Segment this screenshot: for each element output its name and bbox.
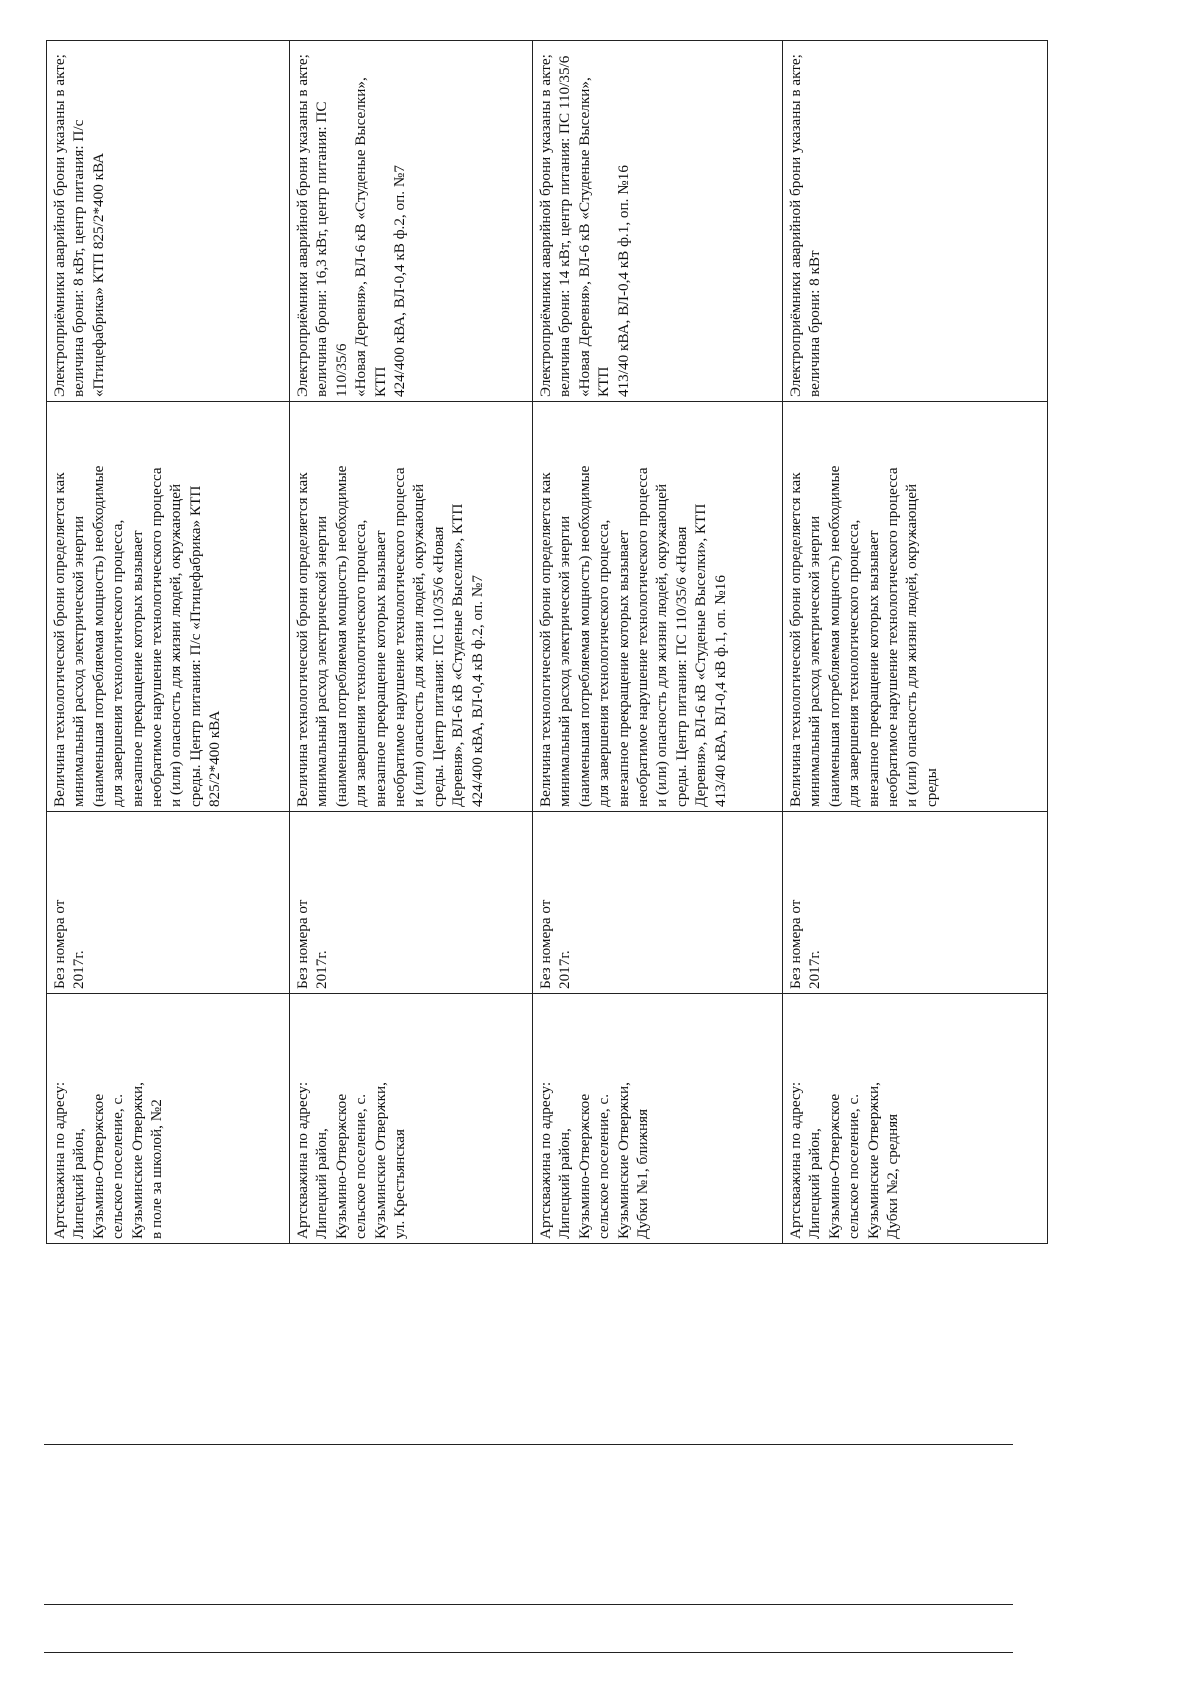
document-text: Без номера от 2017г. [51, 899, 88, 989]
table-row [290, 41, 533, 1244]
emergency-reserve-text: Электроприёмники аварийной брони указаны в акте; величина брони: 16,3 кВт, центр питания: ПС 110/35/6 «Новая Деревня», ВЛ-6 кВ «Студеные Выселки», КТП 424/400 кВА, ВЛ-0,4 кВ ф.2, оп. №7 [294, 54, 409, 397]
document-cell [47, 812, 290, 994]
technological-reserve-text: Величина технологической брони определяется как минимальный расход электрической энергии (наименьшая потребляемая мощность) необходимые для завершения технологического процесса, внезапное прекращение которых вызывает необратимое нарушение технологического процесса и (или) опасность для жизни людей, окружающей среды. Центр питания: ПС 110/35/6 «Новая Деревня», ВЛ-6 кВ «Студеные Выселки», КТП 424/400 кВА, ВЛ-0,4 кВ ф.2, оп. №7 [294, 465, 486, 807]
divider-line [44, 1604, 1013, 1605]
document-text: Без номера от 2017г. [294, 899, 331, 989]
emergency-reserve-cell [783, 41, 1048, 402]
technological-reserve-cell [533, 402, 783, 812]
address-cell [533, 994, 783, 1244]
address-cell [47, 994, 290, 1244]
document-text: Без номера от 2017г. [787, 899, 824, 989]
emergency-reserve-cell [290, 41, 533, 402]
technological-reserve-text: Величина технологической брони определяется как минимальный расход электрической энергии (наименьшая потребляемая мощность) необходимые для завершения технологического процесса, внезапное прекращение которых вызывает необратимое нарушение технологического процесса и (или) опасность для жизни людей, окружающей среды. Центр питания: ПС 110/35/6 «Новая Деревня», ВЛ-6 кВ «Студеные Выселки», КТП 413/40 кВА, ВЛ-0,4 кВ ф.1, оп. №16 [537, 465, 729, 807]
document-cell [783, 812, 1048, 994]
emergency-reserve-cell [533, 41, 783, 402]
technological-reserve-cell [47, 402, 290, 812]
table-row [533, 41, 783, 1244]
address-text: Артскважина по адресу: Липецкий район, Кузьмино-Отвержское сельское поселение, с. Кузьминские Отвержки, Дубки №1, ближняя [537, 1081, 652, 1239]
document-cell [290, 812, 533, 994]
address-cell [783, 994, 1048, 1244]
divider-line [44, 1652, 1013, 1653]
power-reserve-table [46, 40, 1048, 1244]
emergency-reserve-text: Электроприёмники аварийной брони указаны в акте; величина брони: 8 кВт [787, 54, 824, 397]
emergency-reserve-cell [47, 41, 290, 402]
document-text: Без номера от 2017г. [537, 899, 574, 989]
technological-reserve-cell [290, 402, 533, 812]
address-text: Артскважина по адресу: Липецкий район, Кузьмино-Отвержское сельское поселение, с. Кузьминские Отвержки, Дубки №2, средняя [787, 1081, 902, 1239]
table-rotated-wrapper [46, 41, 1047, 1244]
technological-reserve-cell [783, 402, 1048, 812]
table-row [783, 41, 1048, 1244]
emergency-reserve-text: Электроприёмники аварийной брони указаны в акте; величина брони: 8 кВт, центр питания: П/с «Птицефабрика» КТП 825/2*400 кВА [51, 54, 107, 397]
address-text: Артскважина по адресу: Липецкий район, Кузьмино-Отвержское сельское поселение, с. Кузьминские Отвержки, в поле за школой, №2 [51, 1081, 166, 1239]
technological-reserve-text: Величина технологической брони определяется как минимальный расход электрической энергии (наименьшая потребляемая мощность) необходимые для завершения технологического процесса, внезапное прекращение которых вызывает необратимое нарушение технологического процесса и (или) опасность для жизни людей, окружающей среды. Центр питания: П/с «Птицефабрика» КТП 825/2*400 кВА [51, 465, 224, 807]
divider-line [44, 1444, 1013, 1445]
emergency-reserve-text: Электроприёмники аварийной брони указаны в акте; величина брони: 14 кВт, центр питания: ПС 110/35/6 «Новая Деревня», ВЛ-6 кВ «Студеные Выселки», КТП 413/40 кВА, ВЛ-0,4 кВ ф.1, оп. №16 [537, 54, 632, 397]
address-cell [290, 994, 533, 1244]
address-text: Артскважина по адресу: Липецкий район, Кузьмино-Отвержское сельское поселение, с. Кузьминские Отвержки, ул. Крестьянская [294, 1081, 409, 1239]
document-cell [533, 812, 783, 994]
table-row [47, 41, 290, 1244]
technological-reserve-text: Величина технологической брони определяется как минимальный расход электрической энергии (наименьшая потребляемая мощность) необходимые для завершения технологического процесса, внезапное прекращение которых вызывает необратимое нарушение технологического процесса и (или) опасность для жизни людей, окружающей среды [787, 465, 940, 807]
